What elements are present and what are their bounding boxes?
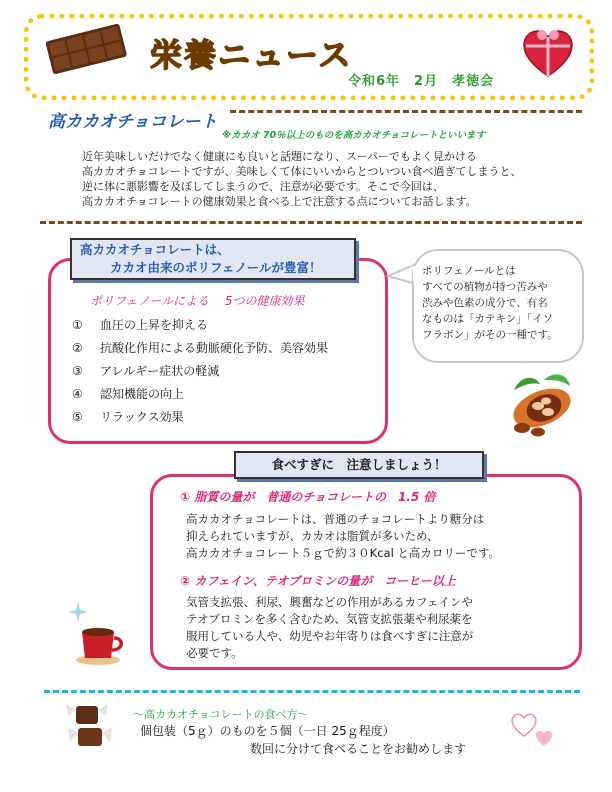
body-line: 必要です。 [186, 646, 243, 660]
bubble-line: 渋みや色素の成分で、有名 [422, 297, 548, 309]
item-text: 認知機能の向上 [100, 387, 185, 401]
divider [44, 690, 580, 693]
list-item [72, 383, 372, 406]
heart-gift-box-icon [520, 26, 576, 80]
intro-line: 高カカオチョコレートですが、美味しくて体にいいからとついつい食べ過ぎてしまうと、 [82, 165, 522, 178]
item-text: アレルギー症状の軽減 [100, 364, 220, 378]
intro-line: 逆に体に悪影響を及ぼしてしまうので、注意が必要です。そこで今回は、 [82, 180, 444, 193]
intro-line: 近年美味しいだけでなく健康にも良いと話題になり、スーパーでもよく見かける [82, 150, 477, 163]
point-body-caffeine [186, 594, 566, 662]
issue-date: 令和6年 2月 孝徳会 [348, 74, 495, 89]
body-line: 高カカオチョコレート５ｇで約３０Kcal と高カロリーです。 [186, 546, 500, 560]
polyphenol-label [70, 238, 356, 280]
list-item [72, 314, 372, 337]
polyphenol-label-line: カカオ由来のポリフェノールが豊富！ [110, 260, 322, 275]
item-text: 血圧の上昇を抑える [100, 318, 209, 332]
definition-note: ※カカオ 70％以上のものを高カカオチョコレートといいます [222, 130, 485, 141]
section-title-high-cacao: 高カカオチョコレート [48, 112, 218, 132]
bubble-line: なものは「カテキン」「イソ [422, 313, 554, 325]
how-to-eat-line: 数回に分けて食べることをお勧めします [250, 742, 467, 756]
body-line: 服用している人や、幼児やお年寄りは食べすぎに注意が [186, 629, 474, 643]
bubble-line: ポリフェノールとは [422, 265, 516, 277]
point-body-fat [186, 511, 566, 562]
item-number: ① [72, 318, 83, 332]
body-line: 気管支拡張、利尿、興奮などの作用があるカフェインや [186, 595, 473, 609]
item-number: ② [72, 341, 83, 355]
polyphenol-label-line: 高カカオチョコレートは、 [80, 242, 230, 257]
body-line: 高カカオチョコレートは、普通のチョコレートより糖分は [186, 512, 485, 526]
how-to-eat-line: 個包装（5ｇ）のものを５個（一日 25ｇ程度） [140, 724, 395, 738]
bubble-line: すべての植物が持つ苦みや [422, 281, 548, 293]
intro-line: 高カカオチョコレートの健康効果と食べる上で注意する点についてお話します。 [82, 195, 477, 208]
item-number: ④ [72, 387, 83, 401]
item-text: リラックス効果 [100, 410, 184, 424]
chocolate-bar-icon [42, 22, 130, 74]
bubble-tail-joint [413, 266, 419, 282]
body-line: 抑えられていますが、カカオは脂質が多いため、 [186, 529, 439, 543]
divider [230, 110, 582, 113]
item-text: 抗酸化作用による動脈硬化予防、美容効果 [100, 341, 329, 355]
caution-label: 食べすぎに 注意しましょう！ [234, 451, 484, 479]
point-heading-fat: ① 脂質の量が 普通のチョコレートの 1.5 倍 [180, 490, 436, 504]
list-item [72, 337, 372, 360]
list-item [72, 406, 372, 429]
item-number: ③ [72, 364, 83, 378]
item-number: ⑤ [72, 410, 83, 424]
cacao-pod-icon [500, 368, 580, 440]
body-line: テオブロミンを多く含むため、気管支拡張薬や利尿薬を [186, 612, 473, 626]
coffee-cup-icon [74, 618, 126, 666]
how-to-eat-title: ～高カカオチョコレートの食べ方～ [133, 708, 309, 721]
point-heading-caffeine: ② カフェイン、テオブロミンの量が コーヒー以上 [180, 574, 456, 588]
page-title: 栄養ニュース [150, 36, 353, 74]
divider [40, 221, 582, 224]
health-effects-list [72, 314, 372, 429]
health-effects-subtitle: ポリフェノールによる 5つの健康効果 [90, 294, 305, 308]
bubble-line: フラボン」がその一種です。 [422, 329, 558, 341]
bubble-text [422, 263, 574, 343]
hearts-icon [506, 706, 558, 752]
intro-paragraph [82, 149, 582, 209]
wrapped-chocolates-icon [62, 700, 118, 754]
list-item [72, 360, 372, 383]
